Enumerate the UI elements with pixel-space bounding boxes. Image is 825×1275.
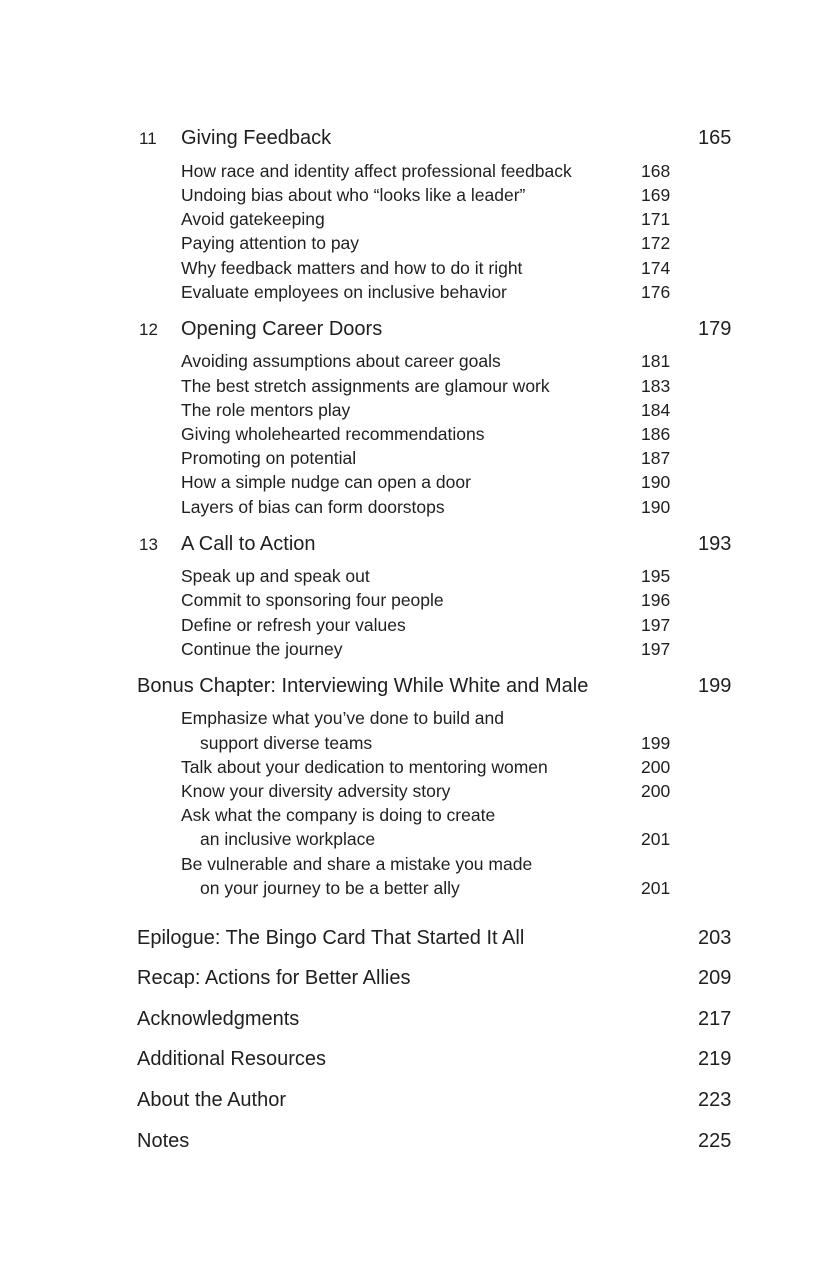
chapter-title: Giving Feedback (181, 127, 332, 149)
chapter-number: 11 (139, 129, 157, 148)
chapter-page: 193 (698, 533, 732, 555)
chapter-number: 13 (139, 535, 158, 554)
table-of-contents: 11 Giving Feedback 165 How race and identity affect professional feedback 168 Undoing bias about who “looks like a leader” 169 Avoid gatekeeping 171 Paying attention to pay 172 Why feedback matters and how to do it right 174 Evaluate employees on inclusive behavior 176 12 Opening Career Doors 179 Avoiding assumptions about career goals 181 The best stretch assignments are glamour work 183 The role mentors play 184 Giving wholehearted recommendations 186 Promoting on potential 187 How a simple nudge can open a door 190 Layers of bias can form doorstops 190 13 A Call to Action 193 Speak up and speak out 195 Commit to sponsoring four people 196 Define or refresh your values 197 Continue the journey 197 Bonus Chapter: Interviewing While White and Male 199 Emphasize what you’ve done to build and support diverse teams 199 Talk about your dedication to mentoring women 200 Know your diversity adversity story 200 Ask what the company is doing to create an inclusive workplace 201 Be vulnerable and share a mistake you made on your journey to be a better ally 201 Epilogue: The Bingo Card That Started It All 203 Recap: Actions for Better Allies 209 Acknowledgments 217 Additional Resources 219 About the Author 223 Notes 225 (137, 127, 732, 1152)
chapter-page: 179 (698, 318, 732, 340)
chapter-page: 199 (698, 675, 732, 697)
chapter-title: Bonus Chapter: Interviewing While White and Male (137, 675, 589, 697)
chapter-page: 165 (698, 127, 732, 149)
chapter-title: Opening Career Doors (181, 318, 383, 340)
chapter-title: A Call to Action (181, 533, 316, 555)
chapter-number: 12 (139, 320, 158, 339)
